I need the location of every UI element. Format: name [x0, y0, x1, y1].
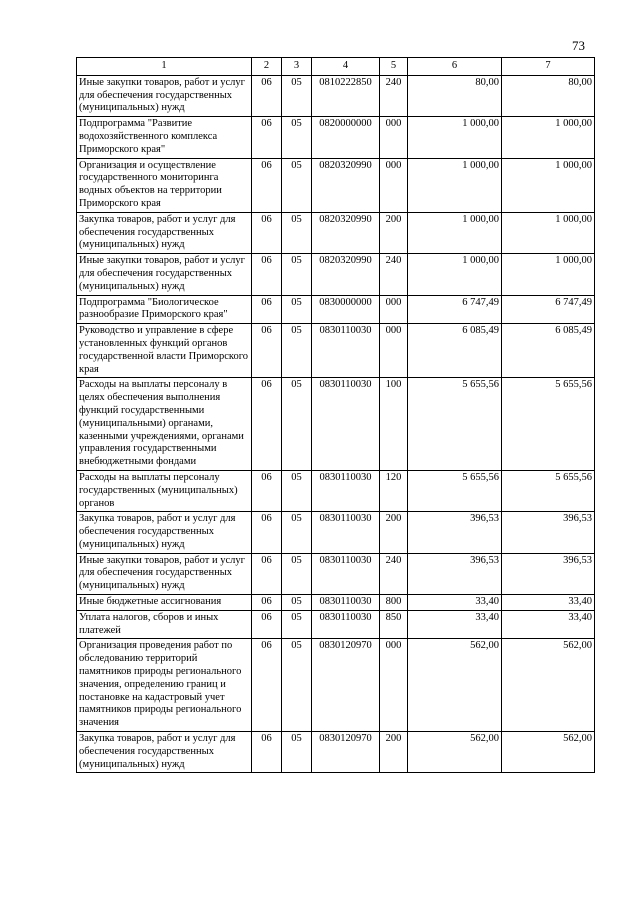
target-article-cell: 0830120970	[312, 639, 380, 732]
amount-col7-cell: 5 655,56	[502, 470, 595, 511]
amount-col7-cell: 562,00	[502, 732, 595, 773]
table-row	[77, 75, 595, 116]
column-header: 4	[312, 58, 380, 76]
target-article-cell: 0830110030	[312, 470, 380, 511]
amount-col7-cell: 1 000,00	[502, 158, 595, 212]
amount-col6-cell: 1 000,00	[408, 254, 502, 295]
target-article-cell: 0830110030	[312, 610, 380, 639]
section-code-cell: 06	[252, 595, 282, 611]
table-row	[77, 158, 595, 212]
table-row	[77, 553, 595, 594]
amount-col7-cell: 562,00	[502, 639, 595, 732]
subsection-code-cell: 05	[282, 470, 312, 511]
subsection-code-cell: 05	[282, 553, 312, 594]
expense-type-cell: 000	[380, 639, 408, 732]
amount-col7-cell: 1 000,00	[502, 212, 595, 253]
table-row	[77, 295, 595, 324]
amount-col6-cell: 33,40	[408, 595, 502, 611]
target-article-cell: 0820000000	[312, 117, 380, 158]
amount-col6-cell: 5 655,56	[408, 378, 502, 471]
expense-type-cell: 000	[380, 295, 408, 324]
section-code-cell: 06	[252, 610, 282, 639]
subsection-code-cell: 05	[282, 117, 312, 158]
subsection-code-cell: 05	[282, 732, 312, 773]
amount-col7-cell: 5 655,56	[502, 378, 595, 471]
expense-type-cell: 850	[380, 610, 408, 639]
subsection-code-cell: 05	[282, 595, 312, 611]
amount-col7-cell: 80,00	[502, 75, 595, 116]
table-row	[77, 610, 595, 639]
subsection-code-cell: 05	[282, 212, 312, 253]
target-article-cell: 0820320990	[312, 158, 380, 212]
section-code-cell: 06	[252, 553, 282, 594]
target-article-cell: 0830110030	[312, 378, 380, 471]
section-code-cell: 06	[252, 470, 282, 511]
subsection-code-cell: 05	[282, 639, 312, 732]
header-row	[77, 58, 595, 76]
amount-col6-cell: 562,00	[408, 639, 502, 732]
section-code-cell: 06	[252, 732, 282, 773]
amount-col6-cell: 1 000,00	[408, 117, 502, 158]
table-row	[77, 117, 595, 158]
budget-table	[76, 57, 595, 773]
table-row	[77, 254, 595, 295]
row-name-cell: Расходы на выплаты персоналу в целях обеспечения выполнения функций государственными (муниципальными) органами, казенными учреждениями, органами управления государственными внебюджетными фондами	[77, 378, 252, 471]
subsection-code-cell: 05	[282, 378, 312, 471]
row-name-cell: Организация проведения работ по обследованию территорий памятников природы регионального значения, определению границ и постановке на кадастровый учет памятников природы регионального значения	[77, 639, 252, 732]
amount-col6-cell: 6 085,49	[408, 324, 502, 378]
amount-col7-cell: 6 085,49	[502, 324, 595, 378]
row-name-cell: Закупка товаров, работ и услуг для обеспечения государственных (муниципальных) нужд	[77, 732, 252, 773]
row-name-cell: Закупка товаров, работ и услуг для обеспечения государственных (муниципальных) нужд	[77, 512, 252, 553]
amount-col6-cell: 33,40	[408, 610, 502, 639]
expense-type-cell: 200	[380, 732, 408, 773]
section-code-cell: 06	[252, 254, 282, 295]
table-row	[77, 470, 595, 511]
column-header: 2	[252, 58, 282, 76]
section-code-cell: 06	[252, 75, 282, 116]
table-row	[77, 639, 595, 732]
amount-col6-cell: 396,53	[408, 553, 502, 594]
subsection-code-cell: 05	[282, 254, 312, 295]
amount-col6-cell: 1 000,00	[408, 158, 502, 212]
target-article-cell: 0820320990	[312, 212, 380, 253]
expense-type-cell: 100	[380, 378, 408, 471]
section-code-cell: 06	[252, 378, 282, 471]
column-header: 7	[502, 58, 595, 76]
table-row	[77, 324, 595, 378]
section-code-cell: 06	[252, 512, 282, 553]
table-row	[77, 512, 595, 553]
subsection-code-cell: 05	[282, 324, 312, 378]
row-name-cell: Организация и осуществление государственного мониторинга водных объектов на территории Приморского края	[77, 158, 252, 212]
amount-col6-cell: 396,53	[408, 512, 502, 553]
subsection-code-cell: 05	[282, 158, 312, 212]
subsection-code-cell: 05	[282, 512, 312, 553]
row-name-cell: Иные бюджетные ассигнования	[77, 595, 252, 611]
amount-col6-cell: 6 747,49	[408, 295, 502, 324]
subsection-code-cell: 05	[282, 295, 312, 324]
column-header: 5	[380, 58, 408, 76]
row-name-cell: Расходы на выплаты персоналу государственных (муниципальных) органов	[77, 470, 252, 511]
target-article-cell: 0830120970	[312, 732, 380, 773]
row-name-cell: Иные закупки товаров, работ и услуг для обеспечения государственных (муниципальных) нужд	[77, 75, 252, 116]
target-article-cell: 0810222850	[312, 75, 380, 116]
expense-type-cell: 800	[380, 595, 408, 611]
column-header: 1	[77, 58, 252, 76]
target-article-cell: 0830110030	[312, 553, 380, 594]
section-code-cell: 06	[252, 639, 282, 732]
section-code-cell: 06	[252, 212, 282, 253]
amount-col7-cell: 1 000,00	[502, 117, 595, 158]
expense-type-cell: 000	[380, 324, 408, 378]
target-article-cell: 0820320990	[312, 254, 380, 295]
target-article-cell: 0830000000	[312, 295, 380, 324]
row-name-cell: Подпрограмма "Биологическое разнообразие Приморского края"	[77, 295, 252, 324]
section-code-cell: 06	[252, 324, 282, 378]
column-header: 3	[282, 58, 312, 76]
expense-type-cell: 200	[380, 212, 408, 253]
amount-col6-cell: 1 000,00	[408, 212, 502, 253]
amount-col7-cell: 396,53	[502, 512, 595, 553]
subsection-code-cell: 05	[282, 610, 312, 639]
table-row	[77, 732, 595, 773]
row-name-cell: Уплата налогов, сборов и иных платежей	[77, 610, 252, 639]
target-article-cell: 0830110030	[312, 512, 380, 553]
amount-col7-cell: 33,40	[502, 610, 595, 639]
row-name-cell: Руководство и управление в сфере установленных функций органов государственной власти Приморского края	[77, 324, 252, 378]
page-number: 73	[572, 38, 585, 53]
row-name-cell: Закупка товаров, работ и услуг для обеспечения государственных (муниципальных) нужд	[77, 212, 252, 253]
amount-col6-cell: 80,00	[408, 75, 502, 116]
amount-col7-cell: 1 000,00	[502, 254, 595, 295]
target-article-cell: 0830110030	[312, 595, 380, 611]
row-name-cell: Иные закупки товаров, работ и услуг для обеспечения государственных (муниципальных) нужд	[77, 553, 252, 594]
amount-col7-cell: 33,40	[502, 595, 595, 611]
row-name-cell: Иные закупки товаров, работ и услуг для обеспечения государственных (муниципальных) нужд	[77, 254, 252, 295]
section-code-cell: 06	[252, 295, 282, 324]
amount-col7-cell: 396,53	[502, 553, 595, 594]
subsection-code-cell: 05	[282, 75, 312, 116]
expense-type-cell: 240	[380, 75, 408, 116]
expense-type-cell: 240	[380, 254, 408, 295]
expense-type-cell: 000	[380, 158, 408, 212]
expense-type-cell: 240	[380, 553, 408, 594]
expense-type-cell: 000	[380, 117, 408, 158]
expense-type-cell: 120	[380, 470, 408, 511]
table-row	[77, 595, 595, 611]
column-header: 6	[408, 58, 502, 76]
amount-col6-cell: 5 655,56	[408, 470, 502, 511]
target-article-cell: 0830110030	[312, 324, 380, 378]
section-code-cell: 06	[252, 117, 282, 158]
row-name-cell: Подпрограмма "Развитие водохозяйственного комплекса Приморского края"	[77, 117, 252, 158]
amount-col7-cell: 6 747,49	[502, 295, 595, 324]
section-code-cell: 06	[252, 158, 282, 212]
expense-type-cell: 200	[380, 512, 408, 553]
table-row	[77, 212, 595, 253]
table-row	[77, 378, 595, 471]
amount-col6-cell: 562,00	[408, 732, 502, 773]
